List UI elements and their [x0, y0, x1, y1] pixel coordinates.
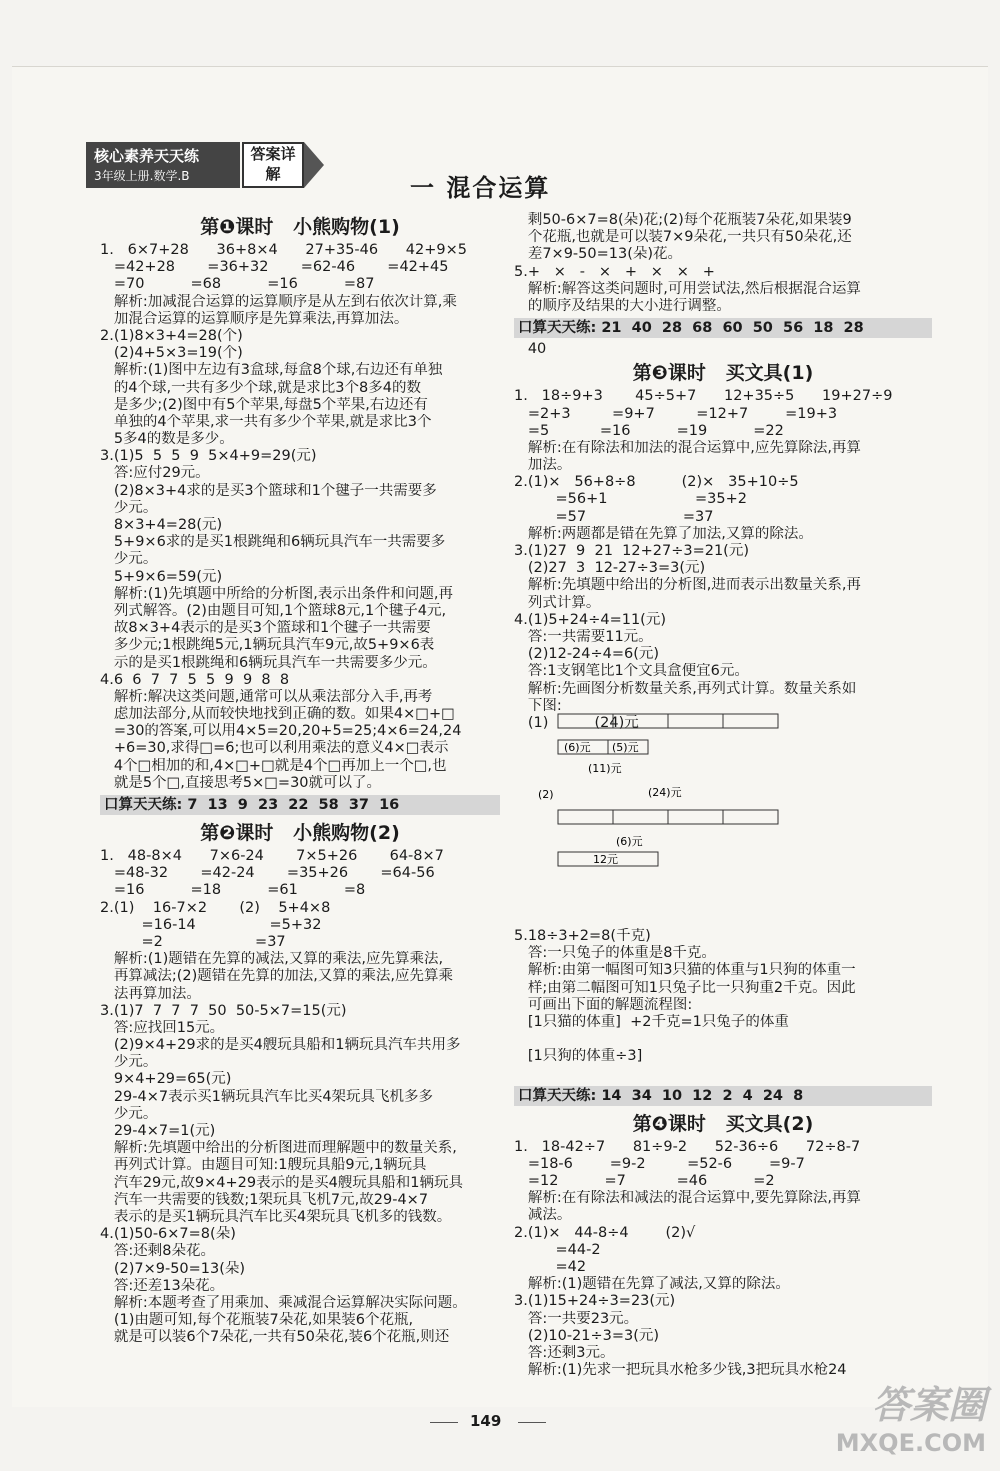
answer-line: =16-14 =5+32 — [100, 916, 322, 933]
answer-line: 样;由第二幅图可知1只兔子比一只狗重2千克。因此 — [514, 979, 856, 996]
answer-line: 下图: — [514, 697, 562, 714]
answer-line: =57 =37 — [514, 508, 714, 525]
answer-line: 5+9×6=59(元) — [100, 568, 223, 585]
answer-line: 5.+ × - × + × × + — [514, 263, 715, 280]
answer-line: =48-32 =42-24 =35+26 =64-56 — [100, 865, 435, 882]
answer-line: +6=30,求得□=6;也可以利用乘法的意义4×□表示 — [100, 740, 449, 757]
answer-line: =12 =7 =46 =2 — [514, 1173, 775, 1189]
answer-line: =42 — [514, 1258, 587, 1275]
watermark-logo-text: 答案圈 — [871, 1383, 986, 1427]
answer-line: 3.(1)7 7 7 7 50 50-5×7=15(元) — [100, 1002, 347, 1019]
lesson-heading: 第❸课时 买文具(1) — [632, 362, 814, 385]
answer-line: =18-6 =9-2 =52-6 =9-7 — [514, 1155, 805, 1172]
answer-line: 少元。 — [100, 499, 158, 516]
answer-line: 3.(1)27 9 21 12+27÷3=21(元) — [514, 543, 749, 559]
answer-line: 答:一共需要11元。 — [514, 628, 653, 645]
answer-line: 再算减法;(2)题错在先算的加法,又算的乘法,应先算乘 — [100, 968, 453, 985]
badge-main — [86, 142, 240, 188]
answer-line: 多少元;1根跳绳5元,1辆玩具汽车9元,故5+9×6表 — [100, 637, 435, 654]
answer-line: 解析:先填题中给出的分析图进而理解题中的数量关系, — [100, 1140, 457, 1157]
answer-line: 是多少;(2)图中有5个苹果,每盘5个苹果,右边还有 — [100, 396, 428, 413]
answer-line: 答:还剩8朵花。 — [100, 1243, 215, 1260]
answer-line: 解析:(1)先求一把玩具水枪多少钱,3把玩具水枪24 — [514, 1362, 847, 1379]
answer-line: 个花瓶,也就是可以装7×9朵花,一共只有50朵花,还 — [514, 229, 852, 246]
answer-line: 解析:由第一幅图可知3只猫的体重与1只狗的体重一 — [514, 962, 856, 979]
answer-line: 5.18÷3+2=8(千克) — [514, 927, 651, 944]
answer-line: 2.(1)× 44-8÷4 (2)√ — [514, 1224, 696, 1241]
answer-line: 列式解答。(2)由题目可知,1个篮球8元,1个毽子4元, — [100, 602, 447, 619]
answer-line: 29-4×7=1(元) — [100, 1123, 216, 1139]
answer-line: 解析:(1)图中左边有3盒球,每盒8个球,右边还有单独 — [100, 362, 443, 379]
answer-line — [514, 894, 932, 911]
answer-line: 表示的是买1辆玩具汽车比买4架玩具飞机多的钱数。 — [100, 1208, 452, 1225]
answer-line: 5多4的数是多少。 — [100, 431, 234, 448]
mental-math-bar: 口算天天练: 7 13 9 23 22 58 37 16 — [100, 795, 500, 815]
mental-math-bar: 口算天天练: 21 40 28 68 60 50 56 18 28 — [514, 318, 932, 338]
answer-line: 再列式计算。由题目可知:1艘玩具船9元,1辆玩具 — [100, 1157, 427, 1174]
answer-line: =44-2 — [514, 1241, 601, 1258]
badge-answer-box: 答案详解 — [242, 142, 304, 188]
answer-line: (2)7×9-50=13(朵) — [100, 1260, 246, 1277]
diagram-label-12: 12元 — [593, 853, 618, 866]
answer-line: (2)4+5×3=19(个) — [100, 345, 243, 362]
answer-line: [1只猫的体重] +2千克=1只兔子的体重 — [514, 1013, 789, 1030]
answer-line: 解析:(1)先填题中所给的分析图,表示出条件和问题,再 — [100, 585, 453, 602]
answer-line: 减法。 — [514, 1207, 572, 1224]
answer-line: 2.(1)× 56+8÷8 (2)× 35+10÷5 — [514, 474, 799, 491]
diagram-label-6b: (6)元 — [616, 835, 643, 848]
badge-arrow-icon — [304, 142, 324, 188]
answer-line: =5 =16 =19 =22 — [514, 422, 784, 439]
page-number-dash-right — [518, 1422, 546, 1423]
answer-line: 答:应付29元。 — [100, 465, 210, 482]
answer-line: 答:应找回15元。 — [100, 1019, 225, 1036]
answer-line: 2.(1)8×3+4=28(个) — [100, 327, 243, 344]
diagram-label-11: (11)元 — [588, 762, 622, 775]
diagram-label-2: (2) — [538, 788, 554, 801]
answer-line: =56+1 =35+2 — [514, 491, 748, 508]
answer-line: 汽车一共需要的钱数;1架玩具飞机7元,故29-4×7 — [100, 1191, 429, 1208]
answer-line: 剩50-6×7=8(朵)花;(2)每个花瓶装7朵花,如果装9 — [514, 212, 852, 228]
answer-line: 4个□相加的和,4×□+□就是4个□再加上一个□,也 — [100, 757, 447, 774]
answer-line: =42+28 =36+32 =62-46 =42+45 — [100, 259, 449, 276]
answer-line: 可画出下面的解题流程图: — [514, 996, 693, 1013]
lesson-heading: 第❷课时 小熊购物(2) — [200, 822, 400, 844]
answer-line: 的4个球,一共有多少个球,就是求比3个8多4的数 — [100, 379, 421, 396]
answer-line: 1. 48-8×4 7×6-24 7×5+26 64-8×7 — [100, 848, 444, 864]
diagram-label-24b: (24)元 — [648, 786, 682, 799]
answer-line: 解析:先画图分析数量关系,再列式计算。数量关系如 — [514, 680, 857, 697]
chapter-title: 一 混合运算 — [410, 174, 551, 202]
answer-line: 的顺序及结果的大小进行调整。 — [514, 297, 731, 314]
answer-line: =16 =18 =61 =8 — [100, 882, 366, 899]
answer-line: 解析:(1)题错在先算的减法,又算的乘法,应先算乘法, — [100, 951, 444, 968]
answer-line: 解析:加减混合运算的运算顺序是从左到右依次计算,乘 — [100, 293, 457, 310]
answer-line: 汽车29元,故9×4+29表示的是买4艘玩具船和1辆玩具 — [100, 1174, 464, 1191]
answer-line: (2)12-24÷4=6(元) — [514, 646, 660, 663]
answer-line: 4.6 6 7 7 5 5 9 9 8 8 — [100, 671, 290, 688]
watermark — [836, 1374, 986, 1457]
answer-line: 解析:在有除法和减法的混合运算中,要先算除法,再算 — [514, 1190, 861, 1207]
quantity-diagram — [538, 700, 788, 875]
answer-line: 加法。 — [514, 457, 572, 474]
badge-title: 核心素养天天练 — [94, 147, 200, 165]
answer-line: 列式计算。 — [514, 594, 601, 611]
answer-line — [514, 911, 932, 928]
answer-line: 解析:解决这类问题,通常可以从乘法部分入手,再考 — [100, 688, 433, 705]
answer-line: 答:1支钢笔比1个文具盒便宜6元。 — [514, 663, 749, 680]
answer-line: 2.(1) 16-7×2 (2) 5+4×8 — [100, 899, 331, 916]
answer-line: 1. 18÷9+3 45÷5+7 12+35÷5 19+27÷9 — [514, 388, 893, 405]
answer-line: 虑加法部分,从而较快地找到正确的数。如果4×□+□ — [100, 706, 455, 723]
badge-subtitle: 3年级上册.数学.B — [94, 169, 190, 183]
answer-line: 解析:解答这类问题时,可用尝试法,然后根据混合运算 — [514, 280, 861, 297]
answer-line: 3.(1)15+24÷3=23(元) — [514, 1293, 676, 1310]
mental-math-bar: 口算天天练: 14 34 10 12 2 4 24 8 — [514, 1086, 932, 1106]
lesson-heading: 第❶课时 小熊购物(1) — [200, 216, 400, 238]
answer-line: =70 =68 =16 =87 — [100, 276, 375, 293]
answer-line: (2)10-21÷3=3(元) — [514, 1327, 660, 1344]
lesson-heading: 第❹课时 买文具(2) — [632, 1112, 814, 1135]
diagram-label-5: (5)元 — [612, 741, 639, 754]
answer-line: 9×4+29=65(元) — [100, 1071, 232, 1088]
answer-line: 少元。 — [100, 1054, 158, 1071]
answer-line: 答:还差13朵花。 — [100, 1277, 225, 1294]
answer-line: 就是可以装6个7朵花,一共有50朵花,装6个花瓶,则还 — [100, 1329, 450, 1346]
answer-line: 单独的4个苹果,求一共有多少个苹果,就是求比3个 — [100, 413, 432, 430]
answer-line: 解析:(1)题错在先算了减法,又算的除法。 — [514, 1276, 790, 1293]
answer-line: 答:一共要23元。 — [514, 1310, 639, 1327]
answer-line: 解析:在有除法和加法的混合运算中,应先算除法,再算 — [514, 439, 861, 456]
answer-line: 40 — [514, 341, 547, 358]
answer-line: 答:一只兔子的体重是8千克。 — [514, 945, 716, 962]
answer-line: 5+9×6求的是买1根跳绳和6辆玩具汽车一共需要多 — [100, 534, 446, 551]
answer-line: 3.(1)5 5 5 9 5×4+9=29(元) — [100, 448, 317, 465]
answer-line — [514, 1065, 932, 1082]
answer-line: (2)27 3 12-27÷3=3(元) — [514, 560, 706, 577]
answer-line: 1. 6×7+28 36+8×4 27+35-46 42+9×5 — [100, 242, 467, 258]
series-badge — [86, 142, 326, 188]
answer-line: 加混合运算的运算顺序是先算乘法,再算加法。 — [100, 310, 409, 327]
page-number-dash-left — [430, 1422, 458, 1423]
answer-line: 就是5个□,直接思考5×□=30就可以了。 — [100, 774, 382, 791]
answer-line: 29-4×7表示买1辆玩具汽车比买4架玩具飞机多多 — [100, 1088, 434, 1105]
answer-line: 4.(1)50-6×7=8(朵) — [100, 1226, 236, 1243]
page-number: 149 — [470, 1412, 502, 1430]
answer-line: (1)由题可知,每个花瓶装7朵花,如果装6个花瓶, — [100, 1312, 414, 1329]
answer-line: 4.(1)5+24÷4=11(元) — [514, 611, 666, 628]
answer-line — [514, 1031, 932, 1048]
answer-line: =2+3 =9+7 =12+7 =19+3 — [514, 405, 838, 422]
diagram-label-6: (6)元 — [564, 741, 591, 754]
answer-line: 差7×9-50=13(朵)花。 — [514, 246, 683, 263]
answer-line: =2 =37 — [100, 933, 286, 950]
answer-line: 法再算加法。 — [100, 985, 201, 1002]
answer-line: (2)8×3+4求的是买3个篮球和1个毽子一共需要多 — [100, 482, 437, 499]
answer-line: 少元。 — [100, 551, 158, 568]
answer-line: (1) (24)元 — [514, 714, 639, 731]
answer-line: 示的是买1根跳绳和6辆玩具汽车一共需要多少元。 — [100, 654, 437, 671]
answer-line: 少元。 — [100, 1105, 158, 1122]
answer-line: 故8×3+4表示的是买3个篮球和1个毽子一共需要 — [100, 620, 431, 637]
answer-line: (2)9×4+29求的是买4艘玩具船和1辆玩具汽车共用多 — [100, 1037, 461, 1054]
answer-line: 解析:两题都是错在先算了加法,又算的除法。 — [514, 525, 813, 542]
answer-line: 答:还剩3元。 — [514, 1344, 615, 1361]
left-column — [100, 212, 500, 1346]
watermark-url: MXQE.COM — [835, 1429, 986, 1457]
answer-line: 解析:本题考查了用乘加、乘减混合运算解决实际问题。 — [100, 1294, 467, 1311]
answer-line: 解析:先填题中给出的分析图,进而表示出数量关系,再 — [514, 577, 861, 594]
answer-line: =30的答案,可以用4×5=20,20+5=25;4×6=24,24 — [100, 723, 462, 740]
answer-line: 8×3+4=28(元) — [100, 517, 223, 533]
answer-line: [1只狗的体重÷3] — [514, 1048, 643, 1065]
answer-line: 1. 18-42÷7 81÷9-2 52-36÷6 72÷8-7 — [514, 1138, 861, 1155]
answer-line — [514, 876, 932, 893]
